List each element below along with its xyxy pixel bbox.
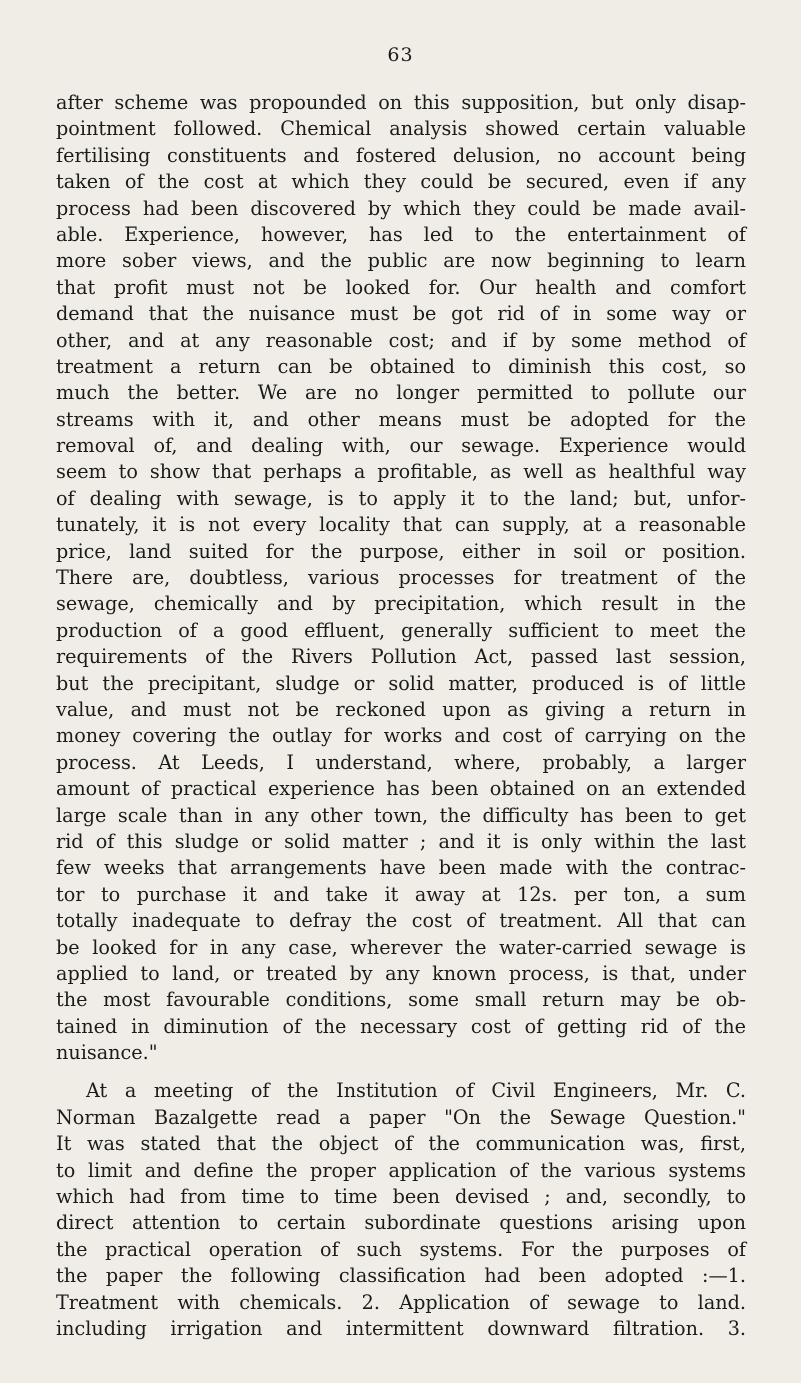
text-line: amount of practical experience has been obtained on an extended [56,777,746,801]
text-line: Treatment with chemicals. 2. Application of sewage to land. [56,1290,746,1314]
text-line: It was stated that the object of the communication was, first, [56,1132,746,1156]
text-line: applied to land, or treated by any known process, is that, under [56,961,746,985]
text-line: able. Experience, however, has led to the entertainment of [56,222,746,246]
text-line: tor to purchase it and take it away at 12s. per ton, a sum [56,882,746,906]
text-line: There are, doubtless, various processes for treatment of the [56,566,746,590]
text-line: removal of, and dealing with, our sewage. Experience would [56,434,746,458]
text-line: few weeks that arrangements have been made with the contrac- [56,856,746,880]
text-line: taken of the cost at which they could be secured, even if any [56,170,746,194]
text-line: totally inadequate to defray the cost of treatment. All that can [56,909,746,933]
text-line: which had from time to time been devised ; and, secondly, to [56,1185,746,1209]
text-line: much the better. We are no longer permitted to pollute our [56,381,746,405]
text-line: streams with it, and other means must be adopted for the [56,407,746,431]
text-line: sewage, chemically and by precipitation, which result in the [56,592,746,616]
text-line: Norman Bazalgette read a paper "On the Sewage Question." [56,1105,746,1129]
text-line: pointment followed. Chemical analysis showed certain valuable [56,117,746,141]
text-line: tained in diminution of the necessary cost of getting rid of the [56,1014,746,1038]
text-line: fertilising constituents and fostered delusion, no account being [56,143,746,167]
page-number: 63 [387,44,414,66]
text-line: to limit and define the proper application of the various systems [56,1158,746,1182]
text-line: production of a good effluent, generally sufficient to meet the [56,618,746,642]
paragraph-1 [56,90,746,1066]
text-line: treatment a return can be obtained to diminish this cost, so [56,354,746,378]
text-line: large scale than in any other town, the difficulty has been to get [56,803,746,827]
text-line: money covering the outlay for works and cost of carrying on the [56,724,746,748]
text-line: price, land suited for the purpose, either in soil or position. [56,539,746,563]
text-line: including irrigation and intermittent downward filtration. 3. [56,1316,746,1340]
text-line: process had been discovered by which they could be made avail- [56,196,746,220]
text-line: requirements of the Rivers Pollution Act, passed last session, [56,645,746,669]
text-line: that profit must not be looked for. Our health and comfort [56,275,746,299]
text-line: the paper the following classification had been adopted :—1. [56,1264,746,1288]
text-line: the practical operation of such systems. For the purposes of [56,1237,746,1261]
text-line: value, and must not be reckoned upon as giving a return in [56,697,746,721]
text-line: other, and at any reasonable cost; and if by some method of [56,328,746,352]
text-line: of dealing with sewage, is to apply it to the land; but, unfor- [56,486,746,510]
text-line: tunately, it is not every locality that can supply, at a reasonable [56,513,746,537]
text-line: demand that the nuisance must be got rid of in some way or [56,302,746,326]
paragraph-gap [56,1066,746,1078]
text-line: nuisance." [56,1041,158,1065]
text-line: rid of this sludge or solid matter ; and it is only within the last [56,829,746,853]
text-line: At a meeting of the Institution of Civil Engineers, Mr. C. [86,1079,746,1103]
text-line: after scheme was propounded on this supposition, but only disap- [56,91,746,114]
paragraph-2 [56,1078,746,1342]
text-line: more sober views, and the public are now beginning to learn [56,249,746,273]
text-line: direct attention to certain subordinate questions arising upon [56,1211,746,1235]
text-line: seem to show that perhaps a profitable, as well as healthful way [56,460,746,484]
text-line: be looked for in any case, wherever the water-carried sewage is [56,935,746,959]
text-line: but the precipitant, sludge or solid matter, produced is of little [56,671,746,695]
body-text [56,90,746,1342]
text-line: the most favourable conditions, some small return may be ob- [56,988,746,1012]
text-line: process. At Leeds, I understand, where, probably, a larger [56,750,746,774]
